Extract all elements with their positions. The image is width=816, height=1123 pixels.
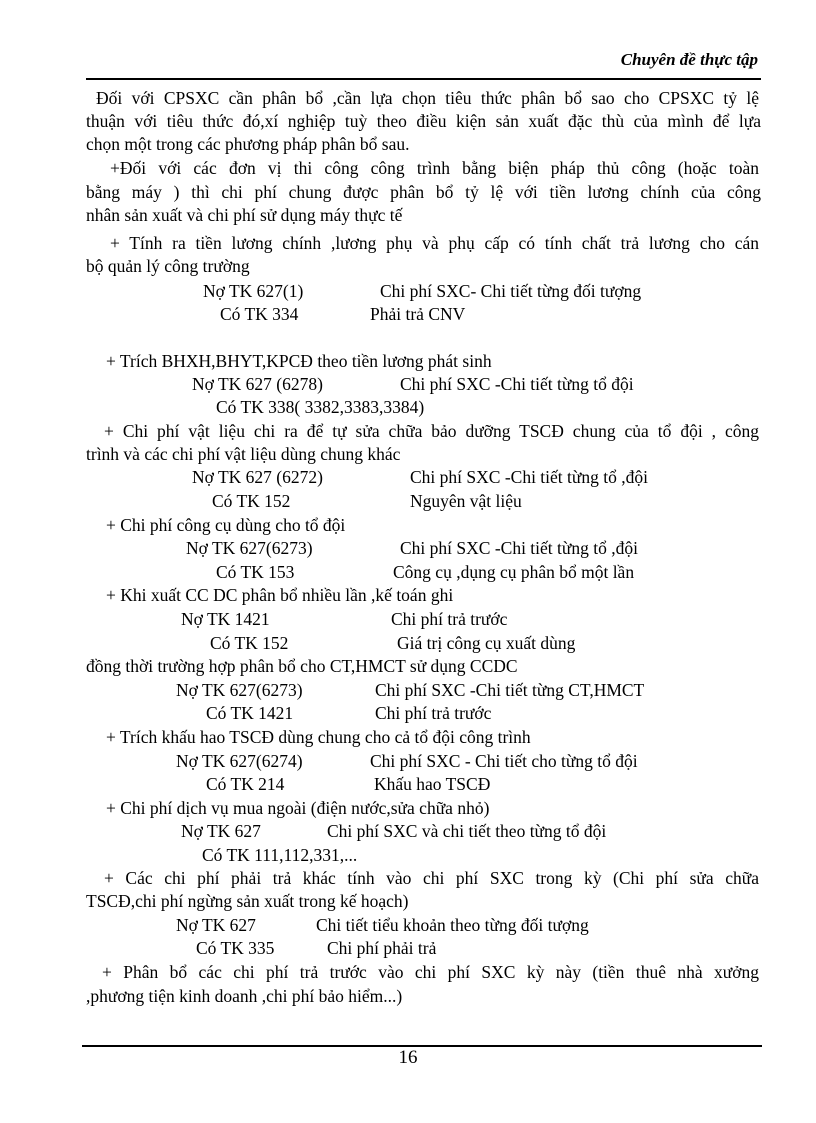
paragraph-line: + Khi xuất CC DC phân bổ nhiều lần ,kế toán ghi xyxy=(106,585,454,605)
debit-account: Nợ TK 627(6273) xyxy=(186,538,313,558)
debit-description: Chi phí SXC - Chi tiết cho từng tổ đội xyxy=(370,751,638,771)
paragraph-line: + Chi phí công cụ dùng cho tổ đội xyxy=(106,515,346,535)
credit-description: Chi phí trả trước xyxy=(375,703,492,723)
header-divider xyxy=(86,78,761,80)
debit-account: Nợ TK 627(1) xyxy=(203,281,304,301)
credit-account: Có TK 338( 3382,3383,3384) xyxy=(216,397,425,417)
credit-account: Có TK 153 xyxy=(216,562,295,582)
credit-description: Công cụ ,dụng cụ phân bổ một lần xyxy=(393,562,635,582)
page-number: 16 xyxy=(398,1047,418,1068)
paragraph-line: bộ quản lý công trường xyxy=(86,256,250,276)
debit-description: Chi phí SXC -Chi tiết từng tổ ,đội xyxy=(400,538,638,558)
debit-description: Chi phí SXC -Chi tiết từng CT,HMCT xyxy=(375,680,645,700)
paragraph-line: nhân sản xuất và chi phí sử dụng máy thực tế xyxy=(86,205,403,225)
paragraph-line: + Chi phí vật liệu chi ra để tự sửa chữa bảo dưỡng TSCĐ chung của tổ đội , công xyxy=(104,421,759,441)
paragraph-line: Đối với CPSXC cần phân bổ ,cần lựa chọn tiêu thức phân bổ sao cho CPSXC tỷ lệ xyxy=(96,88,759,108)
paragraph-line: + Phân bổ các chi phí trả trước vào chi phí SXC kỳ này (tiền thuê nhà xưởng xyxy=(102,962,759,982)
paragraph-line: ,phương tiện kinh doanh ,chi phí bảo hiểm...) xyxy=(86,986,403,1006)
credit-account: Có TK 152 xyxy=(212,491,291,511)
debit-description: Chi phí SXC- Chi tiết từng đối tượng xyxy=(380,281,642,301)
paragraph-line: đồng thời trường hợp phân bổ cho CT,HMCT sử dụng CCDC xyxy=(86,656,518,676)
credit-account: Có TK 335 xyxy=(196,938,275,958)
paragraph-line: + Các chi phí phải trả khác tính vào chi phí SXC trong kỳ (Chi phí sửa chữa xyxy=(104,868,759,888)
credit-description: Giá trị công cụ xuất dùng xyxy=(397,633,576,653)
debit-description: Chi phí SXC và chi tiết theo từng tổ đội xyxy=(327,821,607,841)
debit-account: Nợ TK 627 xyxy=(176,915,256,935)
paragraph-line: trình và các chi phí vật liệu dùng chung khác xyxy=(86,444,401,464)
paragraph-line: +Đối với các đơn vị thi công công trình bằng biện pháp thủ công (hoặc toàn xyxy=(110,158,759,178)
paragraph-line: + Trích khấu hao TSCĐ dùng chung cho cả tổ đội công trình xyxy=(106,727,531,747)
debit-account: Nợ TK 627 (6278) xyxy=(192,374,323,394)
paragraph-line: + Tính ra tiền lương chính ,lương phụ và phụ cấp có tính chất trả lương cho cán xyxy=(110,233,759,253)
paragraph-line: chọn một trong các phương pháp phân bổ sau. xyxy=(86,134,410,154)
debit-description: Chi tiết tiểu khoản theo từng đối tượng xyxy=(316,915,589,935)
debit-account: Nợ TK 1421 xyxy=(181,609,270,629)
debit-description: Chi phí SXC -Chi tiết từng tổ đội xyxy=(400,374,634,394)
debit-description: Chi phí trả trước xyxy=(391,609,508,629)
debit-account: Nợ TK 627 xyxy=(181,821,261,841)
credit-description: Khấu hao TSCĐ xyxy=(374,774,491,794)
debit-account: Nợ TK 627(6274) xyxy=(176,751,303,771)
credit-description: Phải trả CNV xyxy=(370,304,466,324)
credit-account: Có TK 334 xyxy=(220,304,299,324)
credit-account: Có TK 111,112,331,... xyxy=(202,845,358,865)
debit-account: Nợ TK 627(6273) xyxy=(176,680,303,700)
paragraph-line: thuận với tiêu thức đó,xí nghiệp tuỳ theo điều kiện sản xuất đặc thù của mình để lựa xyxy=(86,111,761,131)
running-header: Chuyên đề thực tập xyxy=(620,50,758,69)
paragraph-line: + Chi phí dịch vụ mua ngoài (điện nước,sửa chữa nhỏ) xyxy=(106,798,490,818)
credit-description: Nguyên vật liệu xyxy=(410,491,522,511)
credit-description: Chi phí phải trả xyxy=(327,938,437,958)
debit-description: Chi phí SXC -Chi tiết từng tổ ,đội xyxy=(410,467,648,487)
paragraph-line: + Trích BHXH,BHYT,KPCĐ theo tiền lương phát sinh xyxy=(106,351,492,371)
credit-account: Có TK 152 xyxy=(210,633,289,653)
credit-account: Có TK 1421 xyxy=(206,703,294,723)
credit-account: Có TK 214 xyxy=(206,774,285,794)
paragraph-line: bằng máy ) thì chi phí chung được phân bổ tỷ lệ với tiền lương chính của công xyxy=(86,182,761,202)
debit-account: Nợ TK 627 (6272) xyxy=(192,467,323,487)
paragraph-line: TSCĐ,chi phí ngừng sản xuất trong kế hoạch) xyxy=(86,891,409,911)
